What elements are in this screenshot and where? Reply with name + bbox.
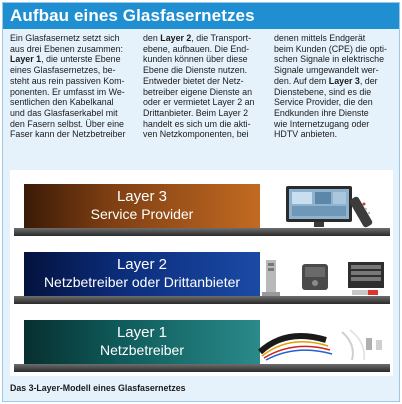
- text-column-3-paragraph: [274, 33, 399, 140]
- layer-2-devices: [256, 254, 390, 300]
- layer-1-box: [24, 320, 260, 364]
- text-segment: , der Dienstebene, sind es die Service Provider, die den Endkunden ihre Dienste wie Internetzugang oder HDTV anbieten.: [274, 75, 378, 140]
- fiber-connector-icon: [342, 330, 382, 360]
- text-column-3: [274, 33, 399, 140]
- layer-3-devices: [278, 182, 388, 230]
- layer-3-name: Layer 3: [116, 188, 168, 205]
- text-column-1: [10, 33, 134, 140]
- layer-3-role: Service Provider: [90, 206, 194, 222]
- bold-term: Layer 1: [10, 54, 42, 65]
- text-segment: den: [143, 33, 161, 43]
- text-column-2-paragraph: [143, 33, 268, 140]
- text-column-2: [143, 33, 268, 140]
- text-segment: denen mittels Endgerät beim Kunden (CPE) die opti- schen Signale in elektrische Signale umgewandelt wer- den. Auf dem: [274, 33, 387, 86]
- layer-1-devices: [256, 322, 390, 366]
- layer-2-box: [24, 252, 260, 296]
- layer-2-role: Netzbetreiber oder Drittanbieter: [43, 274, 241, 290]
- text-segment: , die unterste Ebene eines Glasfasernetzes, be- steht aus rein passiven Kom- ponenten. Er umfasst im We- sentlichen den Kabelkanal und das Glasfaserkabel mit den Fasern selbst. Über eine Faser kann der Netzbetreiber: [10, 54, 126, 140]
- article-box: [2, 2, 400, 402]
- figure-caption: Das 3-Layer-Modell eines Glasfasernetzes: [10, 383, 186, 393]
- article-title: Aufbau eines Glasfasernetzes: [10, 6, 255, 25]
- text-column-1-paragraph: [10, 33, 134, 140]
- title-bar: [3, 3, 399, 29]
- fiber-cable-bundle-icon: [260, 336, 332, 360]
- network-switch-icon: [262, 260, 280, 296]
- text-segment: Ein Glasfasernetz setzt sich aus drei Ebenen zusammen:: [10, 33, 123, 54]
- router-icon: [348, 262, 384, 295]
- remote-control-icon: [349, 196, 374, 229]
- layer-1-name: Layer 1: [116, 324, 168, 341]
- layer-1-role: Netzbetreiber: [99, 342, 185, 358]
- layer-3-box: [24, 184, 260, 228]
- tv-icon: [286, 186, 352, 227]
- server-rack-icon: [302, 264, 328, 290]
- bold-term: Layer 2: [160, 33, 192, 43]
- bold-term: Layer 3: [328, 75, 360, 86]
- text-segment: , die Transport- ebene, aufbauen. Die End- kunden können über diese Ebene die Dienste nutzen. Entweder bietet der Netz- betreiber eigene Dienste an oder er vermietet Layer 2 an Drittanbieter. Beim Layer 2 handelt es sich um die akti- ven Netzkomponenten, bei: [143, 33, 255, 140]
- layer-diagram: [10, 170, 393, 376]
- layer-2-name: Layer 2: [116, 256, 168, 273]
